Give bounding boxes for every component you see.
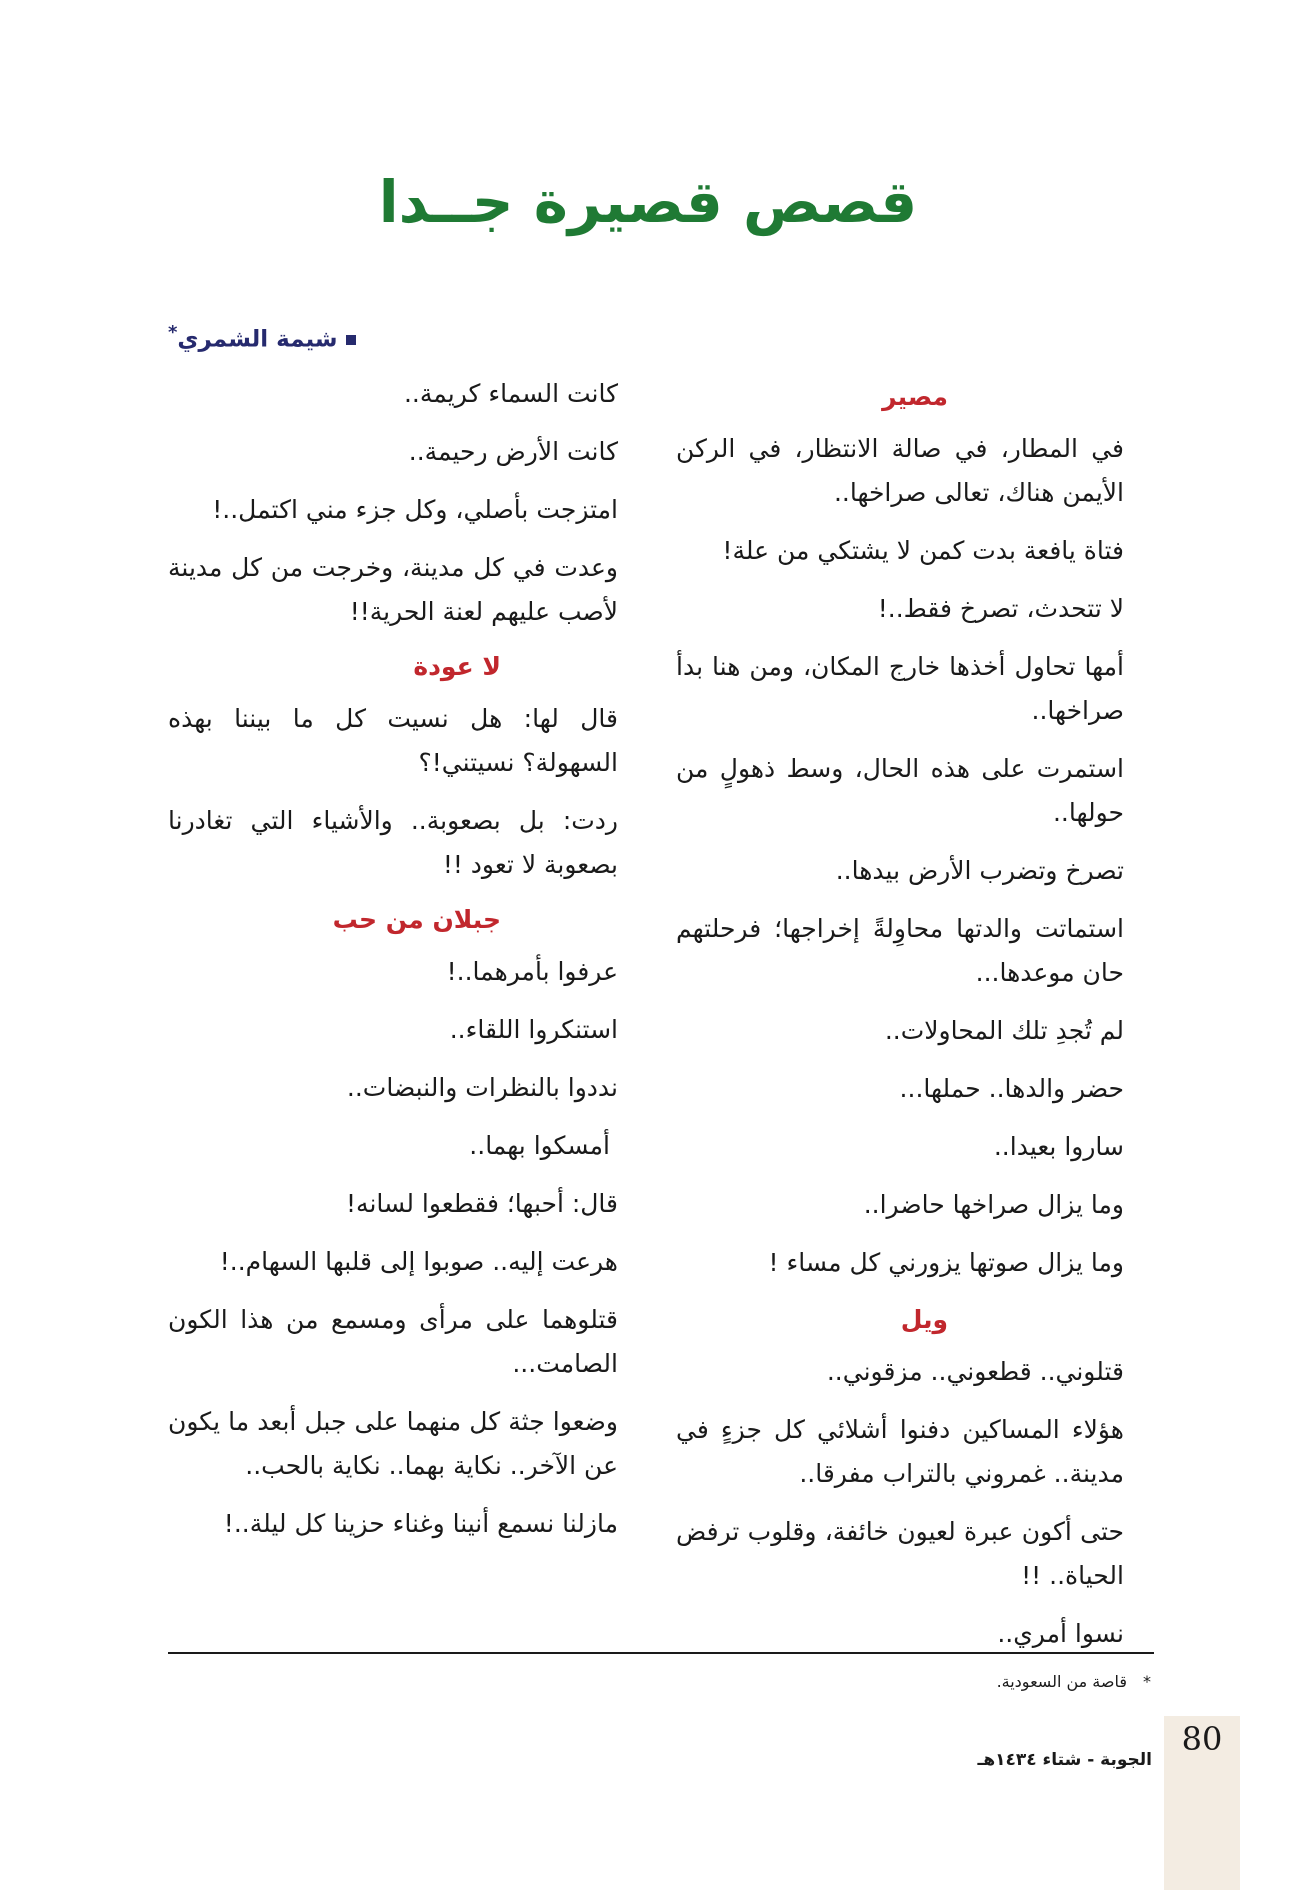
story-paragraph: قتلوني.. قطعوني.. مزقوني.. (826, 1357, 1124, 1386)
story-paragraph: في المطار، في صالة الانتظار، في الركن الأيمن هناك، تعالى صراخها.. (676, 434, 1124, 507)
story-paragraph: حتى أكون عبرة لعيون خائفة، وقلوب ترفض الحياة.. !! (676, 1517, 1124, 1590)
story-paragraph: عرفوا بأمرهما..! (446, 957, 618, 986)
story-paragraph: قتلوهما على مرأى ومسمع من هذا الكون الصامت... (168, 1305, 618, 1378)
story-paragraph: استمرت على هذه الحال، وسط ذهولٍ من حولها.. (676, 754, 1124, 827)
story-paragraph: حضر والدها.. حملها... (899, 1074, 1124, 1103)
journal-issue: الجوبة - شتاء ١٤٣٤هـ (977, 1750, 1152, 1770)
story-paragraph: كانت الأرض رحيمة.. (408, 437, 618, 466)
story-paragraph: ساروا بعيدا.. (993, 1132, 1124, 1161)
page-number: 80 (1181, 1720, 1223, 1758)
author-footnote-marker: * (168, 322, 178, 343)
story-paragraph: وما يزال صوتها يزورني كل مساء ! (768, 1248, 1124, 1277)
story-paragraph: استنكروا اللقاء.. (449, 1015, 618, 1044)
story-paragraph: هرعت إليه.. صوبوا إلى قلبها السهام..! (219, 1247, 618, 1276)
story-paragraph: لا تتحدث، تصرخ فقط..! (877, 594, 1124, 623)
story-heading-jeblan: جبلان من حب (332, 905, 501, 934)
story-paragraph: وعدت في كل مدينة، وخرجت من كل مدينة لأصب عليهم لعنة الحرية!! (168, 553, 618, 626)
story-paragraph: نسوا أمري.. (997, 1619, 1124, 1648)
story-paragraph: نددوا بالنظرات والنبضات.. (346, 1073, 618, 1102)
story-paragraph: هؤلاء المساكين دفنوا أشلائي كل جزءٍ في مدينة.. غمروني بالتراب مفرقا.. (676, 1415, 1124, 1488)
story-paragraph: امتزجت بأصلي، وكل جزء مني اكتمل..! (212, 495, 618, 524)
footnote (997, 1672, 1151, 1691)
story-paragraph: وضعوا جثة كل منهما على جبل أبعد ما يكون عن الآخر.. نكاية بهما.. نكاية بالحب.. (168, 1407, 618, 1480)
story-paragraph: ردت: بل بصعوبة.. والأشياء التي تغادرنا بصعوبة لا تعود !! (168, 806, 618, 879)
story-paragraph: وما يزال صراخها حاضرا.. (863, 1190, 1124, 1219)
story-paragraph: تصرخ وتضرب الأرض بيدها.. (835, 856, 1124, 885)
story-heading-masir: مصير (882, 382, 948, 411)
story-paragraph: فتاة يافعة بدت كمن لا يشتكي من علة! (722, 536, 1124, 565)
bullet-square-icon (346, 335, 356, 345)
story-paragraph: قال لها: هل نسيت كل ما بيننا بهذه السهولة؟ نسيتني!؟ (168, 704, 618, 777)
author-byline (168, 322, 356, 353)
page-title: قصص قصيرة جــدا (378, 168, 918, 236)
story-paragraph: لم تُجدِ تلك المحاولات.. (884, 1016, 1124, 1045)
story-paragraph: كانت السماء كريمة.. (403, 379, 618, 408)
story-paragraph: استماتت والدتها محاوِلةً إخراجها؛ فرحلتهم حان موعدها... (676, 914, 1124, 987)
story-paragraph: أمها تحاول أخذها خارج المكان، ومن هنا بدأ صراخها.. (676, 652, 1124, 725)
footnote-text: قاصة من السعودية. (996, 1672, 1127, 1691)
story-heading-la-awda: لا عودة (413, 652, 501, 681)
story-paragraph: قال: أحبها؛ فقطعوا لسانه! (346, 1189, 618, 1218)
footnote-divider (168, 1652, 1154, 1654)
footnote-marker: * (1143, 1672, 1151, 1691)
story-heading-wayl: ويل (900, 1305, 948, 1334)
story-paragraph: أمسكوا بهما.. (469, 1131, 610, 1160)
left-column (168, 372, 646, 1560)
right-column (676, 378, 1152, 1670)
author-name: شيمة الشمري (177, 326, 338, 353)
story-paragraph: مازلنا نسمع أنينا وغناء حزينا كل ليلة..! (223, 1509, 618, 1538)
